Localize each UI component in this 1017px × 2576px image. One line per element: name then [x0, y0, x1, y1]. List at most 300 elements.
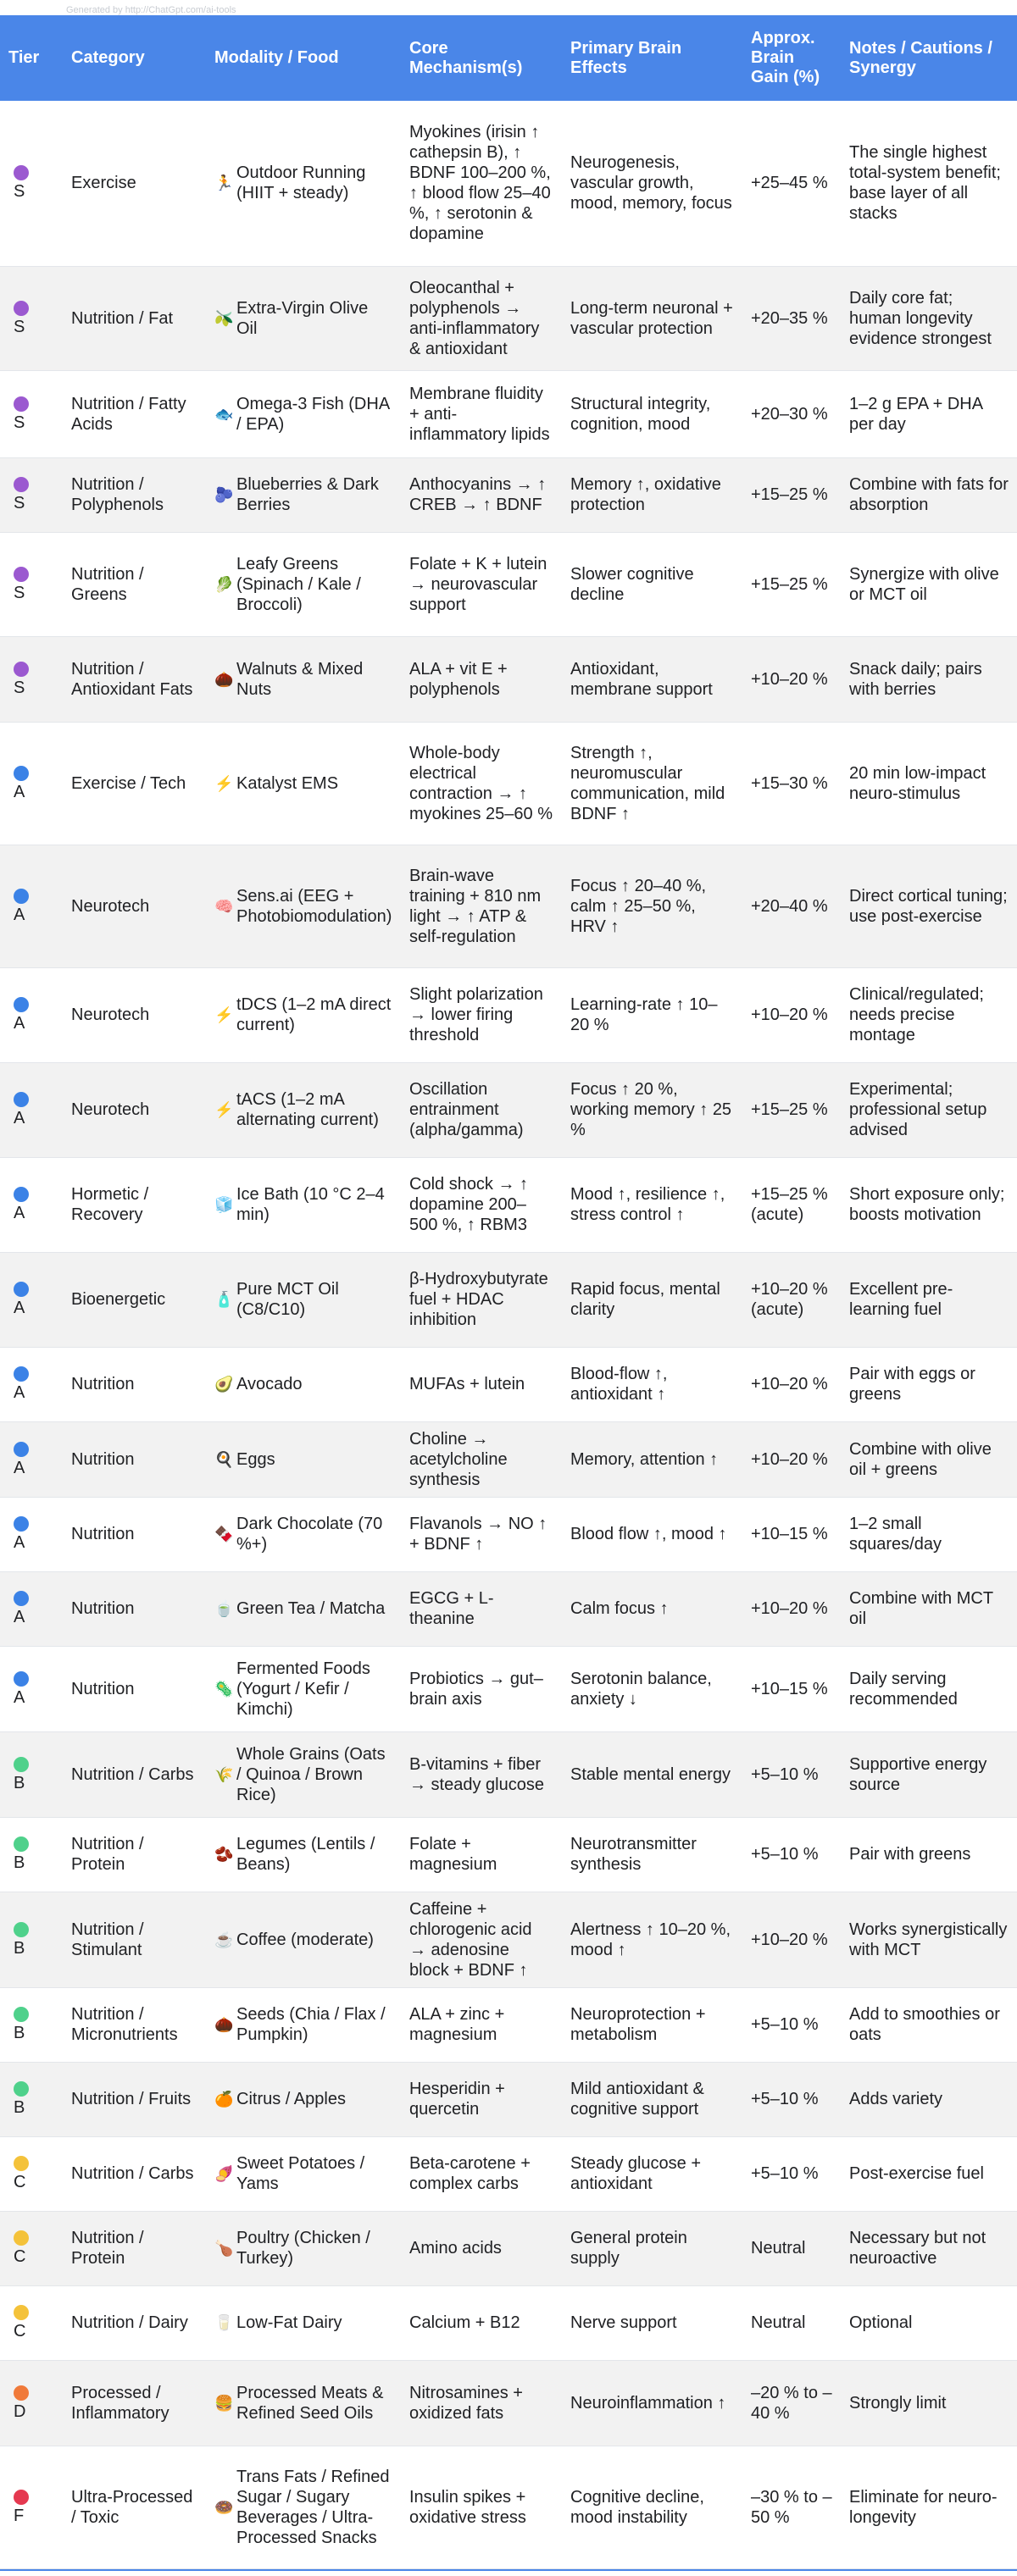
gain-cell: +15–25 %: [742, 1062, 841, 1157]
notes-cell: Add to smoothies or oats: [841, 1987, 1017, 2062]
modality-cell: [206, 1646, 401, 1731]
table-row: [0, 370, 1017, 457]
notes-cell: Combine with olive oil + greens: [841, 1421, 1017, 1497]
notes-cell: Daily core fat; human longevity evidence strongest: [841, 266, 1017, 370]
gain-cell: +10–20 %: [742, 1892, 841, 1987]
table-row: [0, 1731, 1017, 1817]
gain-cell: +15–30 %: [742, 722, 841, 845]
notes-cell: Optional: [841, 2285, 1017, 2360]
tier-letter: A: [14, 1109, 25, 1127]
modality-cell: [206, 967, 401, 1062]
category-cell: Hormetic / Recovery: [63, 1157, 206, 1252]
gain-cell: +10–20 %: [742, 1571, 841, 1646]
tier-letter: A: [14, 1204, 25, 1222]
tier-dot-icon: [14, 1922, 29, 1937]
mechanism-cell: Flavanols → NO ↑ + BDNF ↑: [401, 1497, 562, 1571]
modality-cell: [206, 1157, 401, 1252]
gain-cell: +5–10 %: [742, 1987, 841, 2062]
mechanism-cell: MUFAs + lutein: [401, 1347, 562, 1421]
modality-cell: [206, 2446, 401, 2568]
modality-text: Trans Fats / Refined Sugar / Sugary Beverages / Ultra-Processed Snacks: [236, 2467, 390, 2547]
tier-cell: [0, 722, 63, 845]
modality-text: Walnuts & Mixed Nuts: [236, 659, 364, 699]
egg-icon: 🍳: [214, 1450, 234, 1468]
tier-letter: S: [14, 182, 25, 202]
tier-cell: [0, 2062, 63, 2136]
tier-dot-icon: [14, 1671, 29, 1687]
modality-text: Fermented Foods (Yogurt / Kefir / Kimchi): [236, 1659, 370, 1719]
tier-cell: [0, 2285, 63, 2360]
modality-cell: [206, 266, 401, 370]
table-row: [0, 1157, 1017, 1252]
tier-cell: [0, 1892, 63, 1987]
modality-text: Sweet Potatoes / Yams: [236, 2154, 365, 2193]
modality-cell: [206, 722, 401, 845]
bottom-rule: [0, 2569, 1017, 2571]
effects-cell: Memory ↑, oxidative protection: [562, 457, 742, 532]
table-row: [0, 2285, 1017, 2360]
mechanism-cell: B-vitamins + fiber → steady glucose: [401, 1731, 562, 1817]
table-row: [0, 1497, 1017, 1571]
modality-text: Leafy Greens (Spinach / Kale / Broccoli): [236, 554, 361, 614]
modality-cell: [206, 1347, 401, 1421]
tier-dot-icon: [14, 567, 29, 582]
tier-letter: B: [14, 1938, 25, 1958]
blueberries-icon: 🫐: [214, 486, 234, 503]
tier-cell: [0, 1252, 63, 1347]
category-cell: Nutrition: [63, 1421, 206, 1497]
notes-cell: Supportive energy source: [841, 1731, 1017, 1817]
table-row: [0, 2211, 1017, 2285]
notes-cell: 1–2 small squares/day: [841, 1497, 1017, 1571]
category-cell: Nutrition / Fruits: [63, 2062, 206, 2136]
effects-cell: Neurotransmitter synthesis: [562, 1817, 742, 1892]
modality-text: Low-Fat Dairy: [236, 2313, 342, 2332]
leafy-greens-icon: 🥬: [214, 575, 234, 593]
mechanism-cell: Hesperidin + quercetin: [401, 2062, 562, 2136]
modality-text: Seeds (Chia / Flax / Pumpkin): [236, 2005, 386, 2044]
table-row: [0, 636, 1017, 722]
modality-text: Whole Grains (Oats / Quinoa / Brown Rice): [236, 1744, 386, 1804]
nut-icon: 🌰: [214, 670, 234, 688]
modality-cell: [206, 1062, 401, 1157]
notes-cell: Excellent pre-learning fuel: [841, 1252, 1017, 1347]
tier-cell: [0, 532, 63, 636]
citrus-icon: 🍊: [214, 2091, 234, 2108]
gain-cell: +10–15 %: [742, 1497, 841, 1571]
fish-icon: 🐟: [214, 405, 234, 423]
notes-cell: Experimental; professional setup advised: [841, 1062, 1017, 1157]
category-cell: Processed / Inflammatory: [63, 2360, 206, 2446]
notes-cell: Daily serving recommended: [841, 1646, 1017, 1731]
tier-dot-icon: [14, 662, 29, 677]
tier-letter: B: [14, 1853, 25, 1872]
tier-dot-icon: [14, 1187, 29, 1202]
modality-text: Pure MCT Oil (C8/C10): [236, 1280, 339, 1319]
modality-cell: [206, 845, 401, 967]
modality-text: Green Tea / Matcha: [236, 1599, 386, 1618]
modality-cell: [206, 1497, 401, 1571]
tier-letter: A: [14, 1014, 25, 1033]
modality-text: tDCS (1–2 mA direct current): [236, 995, 392, 1034]
table-row: [0, 101, 1017, 266]
poultry-icon: 🍗: [214, 2240, 234, 2257]
tier-cell: [0, 1571, 63, 1646]
table-row: [0, 2360, 1017, 2446]
mechanism-cell: Folate + magnesium: [401, 1817, 562, 1892]
category-cell: Nutrition / Polyphenols: [63, 457, 206, 532]
modality-text: Katalyst EMS: [236, 773, 339, 793]
category-cell: Nutrition / Protein: [63, 1817, 206, 1892]
table-row: [0, 1892, 1017, 1987]
notes-cell: 20 min low-impact neuro-stimulus: [841, 722, 1017, 845]
gain-cell: +15–25 %: [742, 532, 841, 636]
category-cell: Neurotech: [63, 967, 206, 1062]
tier-letter: D: [14, 2401, 26, 2421]
effects-cell: Blood-flow ↑, antioxidant ↑: [562, 1347, 742, 1421]
tier-dot-icon: [14, 2490, 29, 2505]
gain-cell: +5–10 %: [742, 1817, 841, 1892]
notes-cell: Combine with fats for absorption: [841, 457, 1017, 532]
modality-text: Ice Bath (10 °C 2–4 min): [236, 1185, 385, 1224]
modality-text: Coffee (moderate): [236, 1930, 374, 1949]
header-mechanism: Core Mechanism(s): [401, 15, 562, 101]
effects-cell: Stable mental energy: [562, 1731, 742, 1817]
tier-cell: [0, 2136, 63, 2211]
effects-cell: Learning-rate ↑ 10–20 %: [562, 967, 742, 1062]
modality-cell: [206, 2360, 401, 2446]
effects-cell: Mood ↑, resilience ↑, stress control ↑: [562, 1157, 742, 1252]
tier-cell: [0, 1062, 63, 1157]
modality-cell: [206, 1421, 401, 1497]
chocolate-icon: 🍫: [214, 1526, 234, 1543]
notes-cell: Short exposure only; boosts motivation: [841, 1157, 1017, 1252]
avocado-icon: 🥑: [214, 1376, 234, 1393]
tier-dot-icon: [14, 2156, 29, 2171]
table-row: [0, 845, 1017, 967]
lightning-icon: ⚡: [214, 774, 234, 792]
tier-letter: S: [14, 678, 25, 697]
watermark-text: Generated by http://ChatGpt.com/ai-tools: [66, 5, 236, 15]
effects-cell: Nerve support: [562, 2285, 742, 2360]
notes-cell: Necessary but not neuroactive: [841, 2211, 1017, 2285]
effects-cell: Memory, attention ↑: [562, 1421, 742, 1497]
mechanism-cell: Slight polarization → lower firing threshold: [401, 967, 562, 1062]
tier-letter: B: [14, 2024, 25, 2042]
effects-cell: Steady glucose + antioxidant: [562, 2136, 742, 2211]
modality-cell: [206, 1987, 401, 2062]
coffee-icon: ☕: [214, 1931, 234, 1948]
mechanism-cell: Oscillation entrainment (alpha/gamma): [401, 1062, 562, 1157]
seed-icon: 🌰: [214, 2016, 234, 2033]
tier-dot-icon: [14, 1591, 29, 1606]
tier-dot-icon: [14, 889, 29, 904]
modality-text: Omega-3 Fish (DHA / EPA): [236, 394, 390, 434]
table-row: [0, 1817, 1017, 1892]
table-row: [0, 1252, 1017, 1347]
tier-letter: A: [14, 1458, 25, 1477]
header-category: Category: [63, 15, 206, 101]
modality-text: tACS (1–2 mA alternating current): [236, 1090, 379, 1129]
header-gain: Approx. Brain Gain (%): [742, 15, 841, 101]
modality-cell: [206, 2211, 401, 2285]
table-row: [0, 2446, 1017, 2568]
tier-letter: S: [14, 413, 25, 432]
tier-dot-icon: [14, 2305, 29, 2320]
mechanism-cell: Cold shock → ↑ dopamine 200–500 %, ↑ RBM3: [401, 1157, 562, 1252]
tier-cell: [0, 1421, 63, 1497]
tier-cell: [0, 2360, 63, 2446]
gain-cell: +10–20 %: [742, 1347, 841, 1421]
effects-cell: Structural integrity, cognition, mood: [562, 370, 742, 457]
mechanism-cell: Choline → acetylcholine synthesis: [401, 1421, 562, 1497]
header-tier: Tier: [0, 15, 63, 101]
gain-cell: –20 % to –40 %: [742, 2360, 841, 2446]
notes-cell: Works synergistically with MCT: [841, 1892, 1017, 1987]
sweet-potato-icon: 🍠: [214, 2165, 234, 2182]
notes-cell: Combine with MCT oil: [841, 1571, 1017, 1646]
gain-cell: Neutral: [742, 2285, 841, 2360]
category-cell: Neurotech: [63, 845, 206, 967]
modality-cell: [206, 2062, 401, 2136]
tier-cell: [0, 457, 63, 532]
modality-text: Outdoor Running (HIIT + steady): [236, 163, 366, 203]
mechanism-cell: Membrane fluidity + anti-inflammatory lipids: [401, 370, 562, 457]
modality-cell: [206, 1892, 401, 1987]
mechanism-cell: Insulin spikes + oxidative stress: [401, 2446, 562, 2568]
category-cell: Nutrition / Carbs: [63, 1731, 206, 1817]
tier-dot-icon: [14, 1442, 29, 1457]
mechanism-cell: Folate + K + lutein → neurovascular support: [401, 532, 562, 636]
category-cell: Nutrition / Greens: [63, 532, 206, 636]
header-effects: Primary Brain Effects: [562, 15, 742, 101]
tier-cell: [0, 266, 63, 370]
category-cell: Nutrition: [63, 1646, 206, 1731]
beans-icon: 🫘: [214, 1846, 234, 1863]
table-row: [0, 967, 1017, 1062]
modality-cell: [206, 636, 401, 722]
modality-text: Poultry (Chicken / Turkey): [236, 2229, 370, 2268]
tier-dot-icon: [14, 1516, 29, 1532]
mechanism-cell: Amino acids: [401, 2211, 562, 2285]
mechanism-cell: Anthocyanins → ↑ CREB → ↑ BDNF: [401, 457, 562, 532]
ice-cube-icon: 🧊: [214, 1196, 234, 1213]
tier-cell: [0, 1646, 63, 1731]
tier-dot-icon: [14, 477, 29, 492]
tier-cell: [0, 2446, 63, 2568]
tea-icon: 🍵: [214, 1600, 234, 1617]
bottle-icon: 🧴: [214, 1291, 234, 1308]
tier-dot-icon: [14, 2230, 29, 2246]
mechanism-cell: ALA + vit E + polyphenols: [401, 636, 562, 722]
tier-dot-icon: [14, 1092, 29, 1107]
table-row: [0, 1347, 1017, 1421]
mechanism-cell: Oleocanthal + polyphenols → anti-inflammatory & antioxidant: [401, 266, 562, 370]
table-row: [0, 2136, 1017, 2211]
table-header-row: [0, 15, 1017, 101]
notes-cell: Pair with eggs or greens: [841, 1347, 1017, 1421]
modality-text: Legumes (Lentils / Beans): [236, 1835, 375, 1874]
gain-cell: +25–45 %: [742, 101, 841, 266]
gain-cell: +20–35 %: [742, 266, 841, 370]
category-cell: Nutrition / Carbs: [63, 2136, 206, 2211]
gain-cell: +10–20 %: [742, 1421, 841, 1497]
tier-cell: [0, 370, 63, 457]
mechanism-cell: Calcium + B12: [401, 2285, 562, 2360]
gain-cell: +10–20 %: [742, 636, 841, 722]
lightning-icon: ⚡: [214, 1006, 234, 1023]
effects-cell: Serotonin balance, anxiety ↓: [562, 1646, 742, 1731]
tier-dot-icon: [14, 301, 29, 316]
mechanism-cell: Beta-carotene + complex carbs: [401, 2136, 562, 2211]
mechanism-cell: EGCG + L-theanine: [401, 1571, 562, 1646]
mechanism-cell: Probiotics → gut–brain axis: [401, 1646, 562, 1731]
notes-cell: Strongly limit: [841, 2360, 1017, 2446]
effects-cell: Long-term neuronal + vascular protection: [562, 266, 742, 370]
grain-icon: 🌾: [214, 1765, 234, 1783]
modality-text: Dark Chocolate (70 %+): [236, 1515, 383, 1554]
category-cell: Nutrition / Fat: [63, 266, 206, 370]
notes-cell: Eliminate for neuro-longevity: [841, 2446, 1017, 2568]
brain-icon: 🧠: [214, 897, 234, 915]
notes-cell: Direct cortical tuning; use post-exercise: [841, 845, 1017, 967]
tier-cell: [0, 845, 63, 967]
effects-cell: Antioxidant, membrane support: [562, 636, 742, 722]
category-cell: Nutrition: [63, 1571, 206, 1646]
tier-letter: C: [14, 2173, 26, 2191]
tier-dot-icon: [14, 1282, 29, 1297]
category-cell: Nutrition / Protein: [63, 2211, 206, 2285]
effects-cell: Slower cognitive decline: [562, 532, 742, 636]
mechanism-cell: Brain-wave training + 810 nm light → ↑ ATP & self-regulation: [401, 845, 562, 967]
gain-cell: –30 % to –50 %: [742, 2446, 841, 2568]
donut-icon: 🍩: [214, 2498, 234, 2516]
mechanism-cell: β-Hydroxybutyrate fuel + HDAC inhibition: [401, 1252, 562, 1347]
modality-cell: [206, 1817, 401, 1892]
effects-cell: Strength ↑, neuromuscular communication, mild BDNF ↑: [562, 722, 742, 845]
tier-letter: A: [14, 1533, 25, 1552]
gain-cell: +20–40 %: [742, 845, 841, 967]
tier-dot-icon: [14, 396, 29, 412]
table-row: [0, 2062, 1017, 2136]
category-cell: Nutrition: [63, 1347, 206, 1421]
table-body: [0, 101, 1017, 2568]
tier-letter: C: [14, 2322, 26, 2341]
modality-text: Processed Meats & Refined Seed Oils: [236, 2383, 384, 2423]
notes-cell: Pair with greens: [841, 1817, 1017, 1892]
gain-cell: +10–20 % (acute): [742, 1252, 841, 1347]
modality-cell: [206, 101, 401, 266]
gain-cell: +15–25 % (acute): [742, 1157, 841, 1252]
category-cell: Bioenergetic: [63, 1252, 206, 1347]
gain-cell: +5–10 %: [742, 2062, 841, 2136]
modality-text: Citrus / Apples: [236, 2090, 346, 2108]
tier-letter: F: [14, 2506, 25, 2525]
mechanism-cell: ALA + zinc + magnesium: [401, 1987, 562, 2062]
mechanism-cell: Nitrosamines + oxidized fats: [401, 2360, 562, 2446]
tier-cell: [0, 1497, 63, 1571]
modality-cell: [206, 457, 401, 532]
effects-cell: Focus ↑ 20–40 %, calm ↑ 25–50 %, HRV ↑: [562, 845, 742, 967]
modality-cell: [206, 370, 401, 457]
effects-cell: Focus ↑ 20 %, working memory ↑ 25 %: [562, 1062, 742, 1157]
category-cell: Ultra-Processed / Toxic: [63, 2446, 206, 2568]
category-cell: Nutrition / Fatty Acids: [63, 370, 206, 457]
category-cell: Nutrition / Micronutrients: [63, 1987, 206, 2062]
gain-cell: +20–30 %: [742, 370, 841, 457]
notes-cell: Snack daily; pairs with berries: [841, 636, 1017, 722]
tier-cell: [0, 1987, 63, 2062]
tier-cell: [0, 1731, 63, 1817]
mechanism-cell: Myokines (irisin ↑ cathepsin B), ↑ BDNF 100–200 %, ↑ blood flow 25–40 %, ↑ serotonin & dopamine: [401, 101, 562, 266]
tier-cell: [0, 1157, 63, 1252]
tier-dot-icon: [14, 1366, 29, 1382]
category-cell: Exercise: [63, 101, 206, 266]
tier-letter: A: [14, 1687, 25, 1707]
tier-letter: S: [14, 317, 25, 336]
modality-cell: [206, 532, 401, 636]
runner-icon: 🏃: [214, 175, 234, 192]
table-row: [0, 1421, 1017, 1497]
effects-cell: Neurogenesis, vascular growth, mood, memory, focus: [562, 101, 742, 266]
tier-dot-icon: [14, 2081, 29, 2097]
tier-cell: [0, 101, 63, 266]
tier-cell: [0, 967, 63, 1062]
category-cell: Exercise / Tech: [63, 722, 206, 845]
tier-cell: [0, 636, 63, 722]
microbe-icon: 🦠: [214, 1680, 234, 1698]
tier-dot-icon: [14, 1836, 29, 1852]
effects-cell: Calm focus ↑: [562, 1571, 742, 1646]
tier-dot-icon: [14, 766, 29, 781]
tier-letter: A: [14, 1608, 25, 1626]
effects-cell: Rapid focus, mental clarity: [562, 1252, 742, 1347]
modality-cell: [206, 2136, 401, 2211]
effects-cell: General protein supply: [562, 2211, 742, 2285]
tier-letter: A: [14, 1299, 25, 1317]
tier-dot-icon: [14, 165, 29, 180]
tier-cell: [0, 1817, 63, 1892]
mechanism-cell: Caffeine + chlorogenic acid → adenosine block + BDNF ↑: [401, 1892, 562, 1987]
category-cell: Nutrition: [63, 1497, 206, 1571]
notes-cell: Post-exercise fuel: [841, 2136, 1017, 2211]
tier-dot-icon: [14, 2007, 29, 2022]
gain-cell: +10–15 %: [742, 1646, 841, 1731]
milk-icon: 🥛: [214, 2314, 234, 2331]
category-cell: Nutrition / Dairy: [63, 2285, 206, 2360]
modality-cell: [206, 1731, 401, 1817]
effects-cell: Cognitive decline, mood instability: [562, 2446, 742, 2568]
modality-cell: [206, 2285, 401, 2360]
tier-dot-icon: [14, 2385, 29, 2401]
table-row: [0, 457, 1017, 532]
notes-cell: Clinical/regulated; needs precise montage: [841, 967, 1017, 1062]
brain-gain-tier-table: [0, 15, 1017, 2569]
table-row: [0, 532, 1017, 636]
burger-icon: 🍔: [214, 2394, 234, 2412]
notes-cell: 1–2 g EPA + DHA per day: [841, 370, 1017, 457]
gain-cell: +10–20 %: [742, 967, 841, 1062]
table-row: [0, 1062, 1017, 1157]
tier-cell: [0, 1347, 63, 1421]
modality-cell: [206, 1252, 401, 1347]
tier-dot-icon: [14, 997, 29, 1012]
gain-cell: +5–10 %: [742, 2136, 841, 2211]
table-row: [0, 1987, 1017, 2062]
tier-letter: A: [14, 905, 25, 924]
tier-letter: C: [14, 2247, 26, 2266]
effects-cell: Alertness ↑ 10–20 %, mood ↑: [562, 1892, 742, 1987]
